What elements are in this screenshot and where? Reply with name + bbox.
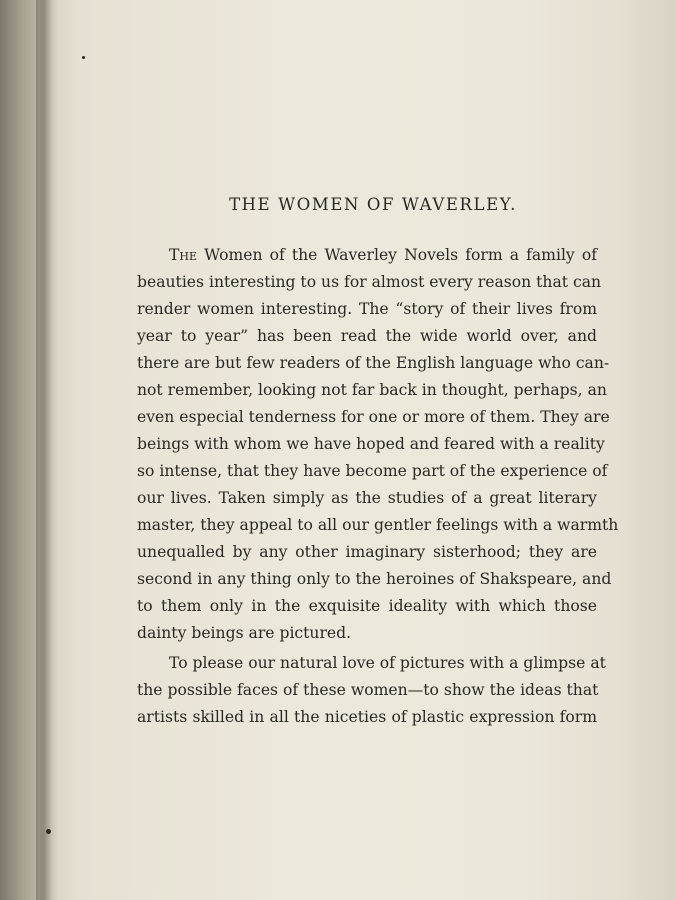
text-line: artists skilled in all the niceties of plastic expression form: [137, 708, 597, 726]
page-title: THE WOMEN OF WAVERLEY.: [229, 195, 517, 214]
text-line: year to year” has been read the wide world over, and: [137, 327, 597, 345]
text-line: the possible faces of these women—to show the ideas that: [137, 681, 599, 699]
text-line: so intense, that they have become part of the experience of: [137, 462, 608, 480]
text-line: our lives. Taken simply as the studies of a great literary: [137, 489, 597, 507]
text-line: render women interesting. The “story of their lives from: [137, 300, 597, 318]
text-line: not remember, looking not far back in thought, perhaps, an: [137, 381, 607, 399]
paragraph-2: [137, 650, 606, 731]
paragraph-1: [137, 242, 619, 647]
text-line: master, they appeal to all our gentler feelings with a warmth: [137, 516, 619, 534]
text-line: beauties interesting to us for almost every reason that can: [137, 273, 602, 291]
ink-speck: [46, 829, 51, 834]
facing-page-edge: [0, 0, 40, 900]
text-line: To please our natural love of pictures with a glimpse at: [169, 654, 606, 672]
page-text-block: [137, 195, 619, 731]
ink-speck: [82, 56, 85, 59]
text-line: The Women of the Waverley Novels form a family of: [169, 246, 597, 264]
text-line: unequalled by any other imaginary sisterhood; they are: [137, 543, 597, 561]
text-line: to them only in the exquisite ideality with which those: [137, 597, 597, 615]
gutter-shadow: [36, 0, 58, 900]
text-line: dainty beings are pictured.: [137, 624, 352, 642]
text-line: there are but few readers of the English language who can-: [137, 354, 610, 372]
text-line: second in any thing only to the heroines of Shakspeare, and: [137, 570, 612, 588]
drop-lead-word: The: [169, 246, 198, 264]
text-line: beings with whom we have hoped and feared with a reality: [137, 435, 605, 453]
text-line: even especial tenderness for one or more of them. They are: [137, 408, 610, 426]
